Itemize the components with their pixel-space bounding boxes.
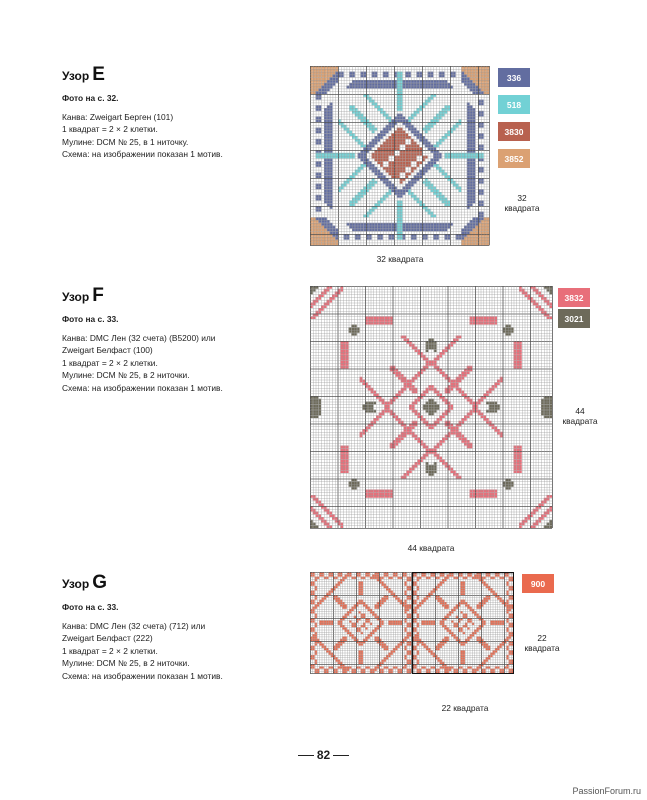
info-line: Схема: на изображении показан 1 мотив.: [62, 670, 223, 681]
photo-ref: Фото на с. 32.: [62, 93, 119, 103]
title-word: Узор: [62, 69, 90, 83]
pattern-e-info: [62, 92, 252, 161]
dim-unit: квадрата: [524, 643, 560, 653]
info-line: 1 квадрат = 2 × 2 клетки.: [62, 645, 158, 656]
pattern-f-width-label: 44 квадрата: [407, 543, 455, 553]
title-letter: G: [92, 572, 107, 593]
title-letter: E: [92, 64, 105, 85]
dim-number: 22: [537, 633, 547, 643]
info-line: Канва: DMC Лен (32 счета) (712) или: [62, 620, 206, 631]
pattern-f-info: [62, 313, 252, 395]
info-line: 1 квадрат = 2 × 2 клетки.: [62, 357, 158, 368]
color-swatch-900: 900: [522, 574, 554, 593]
pattern-f-title: [62, 285, 104, 307]
dim-number: 44: [575, 406, 585, 416]
title-word: Узор: [62, 577, 90, 591]
pattern-e-height-label: [500, 193, 544, 213]
stitch-grid: [310, 286, 553, 529]
info-line: Мулине: DCM № 25, в 2 ниточки.: [62, 658, 190, 669]
stitch-grid: [412, 572, 514, 674]
pattern-e-title: [62, 64, 105, 86]
dim-number: 32: [517, 193, 527, 203]
footer-dash-left: [298, 755, 314, 756]
color-swatch-3832: 3832: [558, 288, 590, 307]
footer-dash-right: [333, 755, 349, 756]
info-line: Zweigart Белфаст (222): [62, 633, 153, 644]
pattern-f-height-label: [558, 406, 602, 426]
pattern-g-chart: [310, 572, 514, 674]
pattern-g-info: [62, 601, 252, 683]
info-line: Канва: DMC Лен (32 счета) (B5200) или: [62, 332, 216, 343]
title-letter: F: [92, 285, 104, 306]
title-word: Узор: [62, 290, 90, 304]
color-swatch-3852: 3852: [498, 149, 530, 168]
info-line: Мулине: DCM № 25, в 1 ниточку.: [62, 136, 189, 147]
pattern-f-chart: [310, 286, 553, 529]
info-line: Канва: Zweigart Берген (101): [62, 111, 174, 122]
pattern-e-width-label: 32 квадрата: [376, 254, 424, 264]
stitch-grid: [310, 66, 490, 246]
info-line: 1 квадрат = 2 × 2 клетки.: [62, 124, 158, 135]
info-line: Схема: на изображении показан 1 мотив.: [62, 382, 223, 393]
color-swatch-3021: 3021: [558, 309, 590, 328]
photo-ref: Фото на с. 33.: [62, 602, 119, 612]
pattern-g-title: [62, 572, 107, 594]
color-swatch-3830: 3830: [498, 122, 530, 141]
info-line: Zweigart Белфаст (100): [62, 345, 153, 356]
dim-unit: квадрата: [504, 203, 540, 213]
watermark: PassionForum.ru: [572, 786, 641, 796]
dim-unit: квадрата: [562, 416, 598, 426]
pattern-g-width-label: 22 квадрата: [441, 703, 489, 713]
color-swatch-518: 518: [498, 95, 530, 114]
info-line: Мулине: DCM № 25, в 2 ниточки.: [62, 370, 190, 381]
pattern-e-chart: [310, 66, 490, 246]
pattern-g-height-label: [520, 633, 564, 653]
stitch-grid: [310, 572, 412, 674]
color-swatch-336: 336: [498, 68, 530, 87]
page-number: 82: [316, 748, 331, 762]
page-footer: [0, 748, 647, 762]
photo-ref: Фото на с. 33.: [62, 314, 119, 324]
info-line: Схема: на изображении показан 1 мотив.: [62, 149, 223, 160]
